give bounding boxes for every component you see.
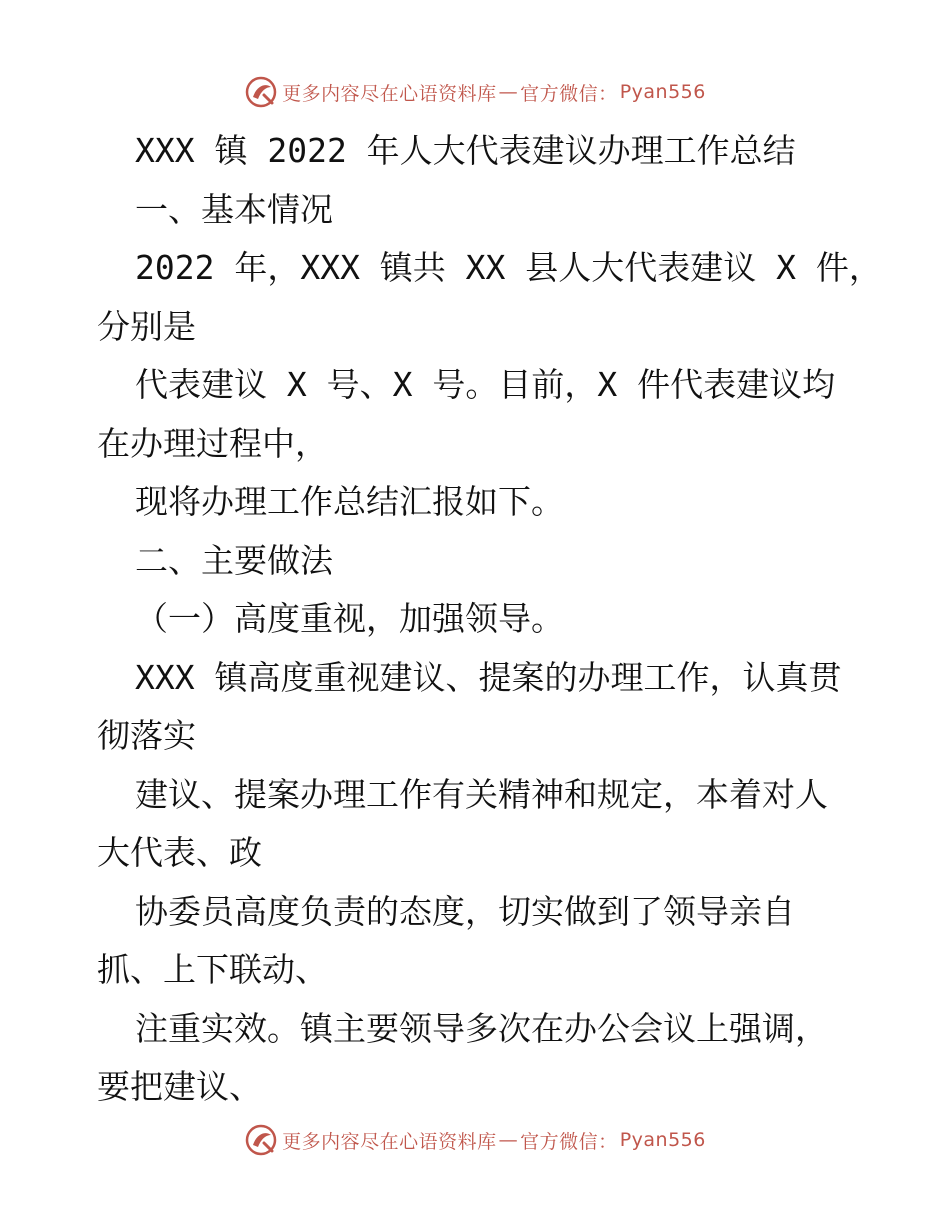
- banner-wechat-label: 官方微信：: [520, 82, 618, 105]
- footer-banner: [0, 1120, 950, 1160]
- banner-text: 更多内容尽在心语资料库: [282, 1130, 497, 1153]
- section-heading-2: 二、主要做法: [135, 540, 333, 580]
- banner-wechat-label: 官方微信：: [520, 1130, 618, 1153]
- brand-logo-icon: [244, 75, 278, 109]
- section-heading-1: 一、基本情况: [135, 189, 333, 229]
- subsection-heading-1: （一）高度重视，加强领导。: [135, 599, 564, 638]
- paragraph-line: 2022 年，XXX 镇共 XX 县人大代表建议 X 件，: [135, 248, 882, 287]
- banner-wechat-id: Pyan556: [619, 81, 706, 103]
- paragraph-line: 代表建议 X 号、X 号。目前，X 件代表建议均: [135, 365, 836, 404]
- banner-wechat-id: Pyan556: [619, 1129, 706, 1151]
- paragraph-line: 抓、上下联动、: [97, 950, 328, 989]
- paragraph-line: 大代表、政: [97, 833, 262, 872]
- paragraph-line: 分别是: [97, 306, 196, 346]
- paragraph-line: 建议、提案办理工作有关精神和规定，本着对人: [135, 774, 828, 814]
- paragraph-line: 彻落实: [97, 716, 196, 755]
- paragraph-line: 在办理过程中，: [97, 423, 328, 463]
- paragraph-line: 要把建议、: [97, 1067, 262, 1106]
- banner-text: 更多内容尽在心语资料库: [282, 82, 497, 105]
- document-title: XXX 镇 2022 年人大代表建议办理工作总结: [135, 131, 796, 170]
- paragraph-line: 协委员高度负责的态度，切实做到了领导亲自: [135, 891, 795, 931]
- banner-separator: —: [498, 1129, 519, 1151]
- banner-separator: —: [498, 81, 519, 103]
- header-banner: [0, 72, 950, 112]
- paragraph-line: XXX 镇高度重视建议、提案的办理工作，认真贯: [135, 657, 842, 697]
- paragraph-line: 注重实效。镇主要领导多次在办公会议上强调，: [135, 1008, 828, 1048]
- brand-logo-icon: [244, 1123, 278, 1157]
- document-body: [97, 122, 882, 1117]
- paragraph-line: 现将办理工作总结汇报如下。: [135, 482, 564, 521]
